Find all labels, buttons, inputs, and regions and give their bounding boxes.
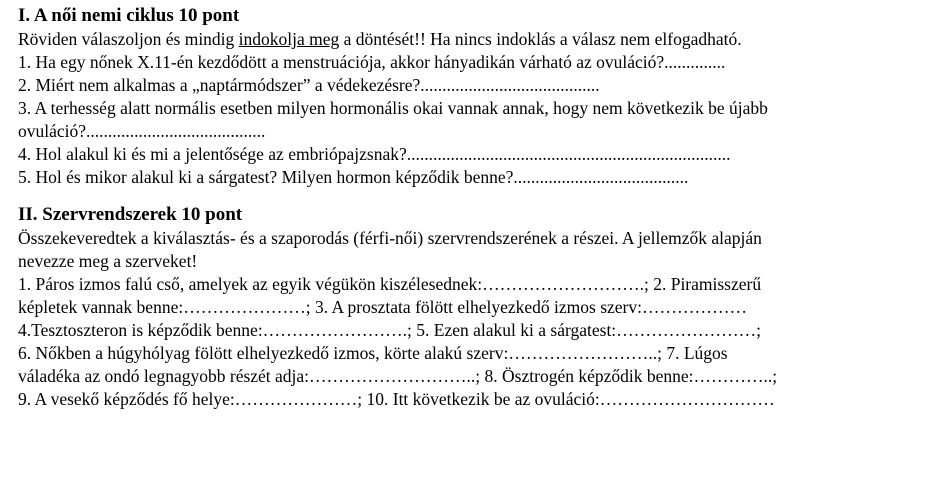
section1-title: I. A női nemi ciklus 10 pont [18,5,240,26]
section-spacer [18,189,908,203]
question-5: 5. Hol és mikor alakul ki a sárgatest? Milyen hormon képződik benne?........................................ [18,167,689,187]
section2-items-line-3: 4.Tesztoszteron is képződik benne:…………………….; 5. Ezen alakul ki a sárgatest:……………………; [18,320,762,340]
section2-items-line-6: 9. A vesekő képződés fő helye:…………………; 10. Itt következik be az ovuláció:………………………… [18,389,775,409]
question-4: 4. Hol alakul ki és mi a jelentősége az embriópajzsnak?.......................................................................... [18,144,731,164]
instruction-underlined-text: indokolja meg [238,29,340,49]
question-3-line-1: 3. A terhesség alatt normális esetben milyen hormonális okai vannak annak, hogy nem következik be újabb [18,98,768,118]
section2-items-line-5: váladéka az ondó legnagyobb részét adja:………………………..; 8. Ösztrogén képződik benne:…………..; [18,366,778,386]
section1-instruction [18,28,908,51]
section2-items-line-2: képletek vannak benne:…………………; 3. A prosztata fölött elhelyezkedő izmos szerv:……………… [18,297,748,317]
worksheet [18,4,908,411]
instruction-text-pre: Röviden válaszoljon és mindig [18,29,239,49]
question-2: 2. Miért nem alkalmas a „naptármódszer” a védekezésre?......................................... [18,75,600,95]
instruction-text-post: a döntését!! Ha nincs indoklás a válasz nem elfogadható. [339,29,742,49]
section2-items-line-4: 6. Nőkben a húgyhólyag fölött elhelyezkedő izmos, körte alakú szerv:……………………..; 7. Lúgos [18,343,728,363]
section2-items-line-1: 1. Páros izmos falú cső, amelyek az egyik végükön kiszélesednek:……………………….; 2. Piramisszerű [18,274,762,294]
question-1: 1. Ha egy nőnek X.11-én kezdődött a menstruációja, akkor hányadikán várható az ovuláció?.............. [18,52,726,72]
section2-intro-line-2: nevezze meg a szerveket! [18,251,198,271]
question-3-line-2: ovuláció?......................................... [18,121,266,141]
section2-intro-line-1: Összekeveredtek a kiválasztás- és a szaporodás (férfi-női) szervrendszerének a részei. A jellemzők alapján [18,228,762,248]
section2-title: II. Szervrendszerek 10 pont [18,204,243,225]
